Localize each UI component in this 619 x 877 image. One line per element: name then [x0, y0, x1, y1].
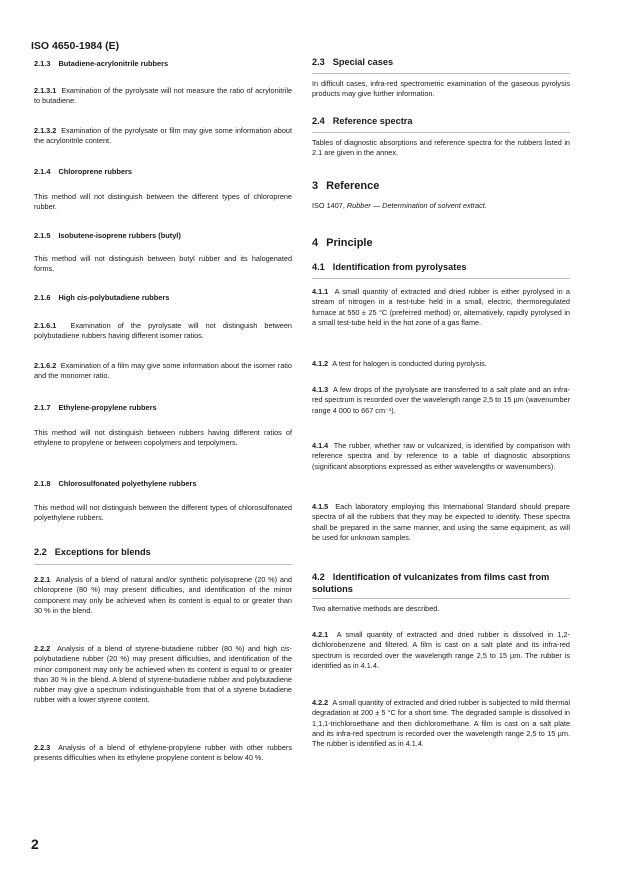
- heading-2-1-6: 2.1.6 High cis-polybutadiene rubbers: [34, 293, 170, 302]
- document-header: ISO 4650-1984 (E): [31, 40, 120, 52]
- para-2-1-8: This method will not distinguish between the different types of chlorosulfonated polyethylene rubbers.: [34, 503, 292, 523]
- section-divider: [312, 278, 570, 279]
- para-4-1-5: 4.1.5 Each laboratory employing this International Standard should prepare spectra of all the rubbers that they may be expected to identify. These spectra shall be prepared in the same manner, and using the same equipment, as will be used for unknown samples.: [312, 502, 570, 542]
- section-divider: [34, 564, 292, 565]
- section-divider: [312, 598, 570, 599]
- para-2-1-6-2: 2.1.6.2 Examination of a film may give some information about the isomer ratio and the monomer ratio.: [34, 361, 292, 381]
- heading-2-1-3: 2.1.3 Butadiene-acrylonitrile rubbers: [34, 59, 169, 68]
- heading-4-1: 4.1 Identification from pyrolysates: [312, 262, 467, 272]
- para-2-4: Tables of diagnostic absorptions and reference spectra for the rubbers listed in 2.1 are given in the annex.: [312, 138, 570, 158]
- para-4-1-3: 4.1.3 A few drops of the pyrolysate are transferred to a salt plate and an infra-red spectrum is recorded over the wavelength range 2,5 to 15 µm (wavenumber range 4 000 to 667 cm⁻¹).: [312, 385, 570, 415]
- heading-2-1-8: 2.1.8 Chlorosulfonated polyethylene rubbers: [34, 479, 197, 488]
- heading-2-1-7: 2.1.7 Ethylene-propylene rubbers: [34, 403, 157, 412]
- para-4-2-2: 4.2.2 A small quantity of extracted and dried rubber is subjected to mild thermal degradation at 200 ± 5 °C for a short time. The degraded sample is dissolved in 1,1,1-trichloroethane and then dichloromethane. A film is cast on a salt plate and its infra-red spectrum is recorded over the wavelength range 2,5 to 15 µm. The rubber is identified as in 4.1.4.: [312, 698, 570, 749]
- heading-3: 3 Reference: [312, 180, 380, 192]
- section-divider: [312, 132, 570, 133]
- para-2-2-1: 2.2.1 Analysis of a blend of natural and/or synthetic polyisoprene (20 %) and chloroprene (80 %) may present difficulties, and identification of the minor component may only be achieved when its content is equal to or greater than 30 % in the blend.: [34, 575, 292, 615]
- heading-2-1-5: 2.1.5 Isobutene-isoprene rubbers (butyl): [34, 231, 181, 240]
- para-4-1-1: 4.1.1 A small quantity of extracted and dried rubber is either pyrolysed in a stream of nitrogen in a test-tube held in a small, electric, thermoregulated furnace at 550 ± 25 °C (preferred method) or, alternatively, rapidly pyrolysed in a small test-tube held in the hot zone of a gas flame.: [312, 287, 570, 327]
- para-4-2-1: 4.2.1 A small quantity of extracted and dried rubber is dissolved in 1,2-dichlorobenzene and filtered. A film is cast on a salt plate and its infra-red spectrum is recorded over the wavelength range 2,5 to 15 µm. The rubber is identified as in 4.1.4.: [312, 630, 570, 670]
- para-2-1-5: This method will not distinguish between butyl rubber and its halogenated forms.: [34, 254, 292, 274]
- heading-2-1-4: 2.1.4 Chloroprene rubbers: [34, 167, 132, 176]
- heading-4: 4 Principle: [312, 237, 373, 249]
- para-4-1-2: 4.1.2 A test for halogen is conducted during pyrolysis.: [312, 359, 487, 368]
- para-2-3: In difficult cases, infra-red spectrometric examination of the gaseous pyrolysis products may give further information.: [312, 79, 570, 99]
- para-4-1-4: 4.1.4 The rubber, whether raw or vulcanized, is identified by comparison with reference spectra and by reference to a table of diagnostic absorptions (significant absorptions expressed as either wavelengths or wavenumbers).: [312, 441, 570, 471]
- para-2-1-7: This method will not distinguish between rubbers having different ratios of ethylene to propylene or between copolymers and terpolymers.: [34, 428, 292, 448]
- para-2-2-2: 2.2.2 Analysis of a blend of styrene-butadiene rubber (80 %) and high cis-polybutadiene rubber (20 %) may present difficulties, and identification of the minor component may only be achieved when its content is equal to or greater than 30 % in the blend. A blend of styrene-butadiene rubber and polybutadiene rubber may give a spectrum indistinguishable from that of a styrene butadiene rubber with a lower styrene content.: [34, 644, 293, 705]
- para-3: ISO 1407, Rubber — Determination of solvent extract.: [312, 201, 487, 210]
- para-2-1-3-1: 2.1.3.1 Examination of the pyrolysate will not measure the ratio of acrylonitrile to butadiene.: [34, 86, 293, 106]
- para-2-1-6-1: 2.1.6.1 Examination of the pyrolysate will not distinguish between polybutadiene rubbers having different isomer ratios.: [34, 321, 292, 341]
- section-divider: [312, 73, 570, 74]
- heading-2-3: 2.3 Special cases: [312, 57, 394, 67]
- heading-2-4: 2.4 Reference spectra: [312, 116, 413, 126]
- para-2-1-4: This method will not distinguish between the different types of chloroprene rubber.: [34, 192, 292, 212]
- para-2-2-3: 2.2.3 Analysis of a blend of ethylene-propylene rubber with other rubbers presents difficulties when its ethylene propylene content is below 40 %.: [34, 743, 292, 763]
- para-4-2: Two alternative methods are described.: [312, 604, 440, 613]
- page-number: 2: [31, 836, 39, 852]
- para-2-1-3-2: 2.1.3.2 Examination of the pyrolysate or film may give some information about the acrylonitrile content.: [34, 126, 292, 146]
- heading-2-2: 2.2 Exceptions for blends: [34, 547, 151, 557]
- heading-4-2: 4.2 Identification of vulcanizates from films cast from solutions: [312, 572, 550, 594]
